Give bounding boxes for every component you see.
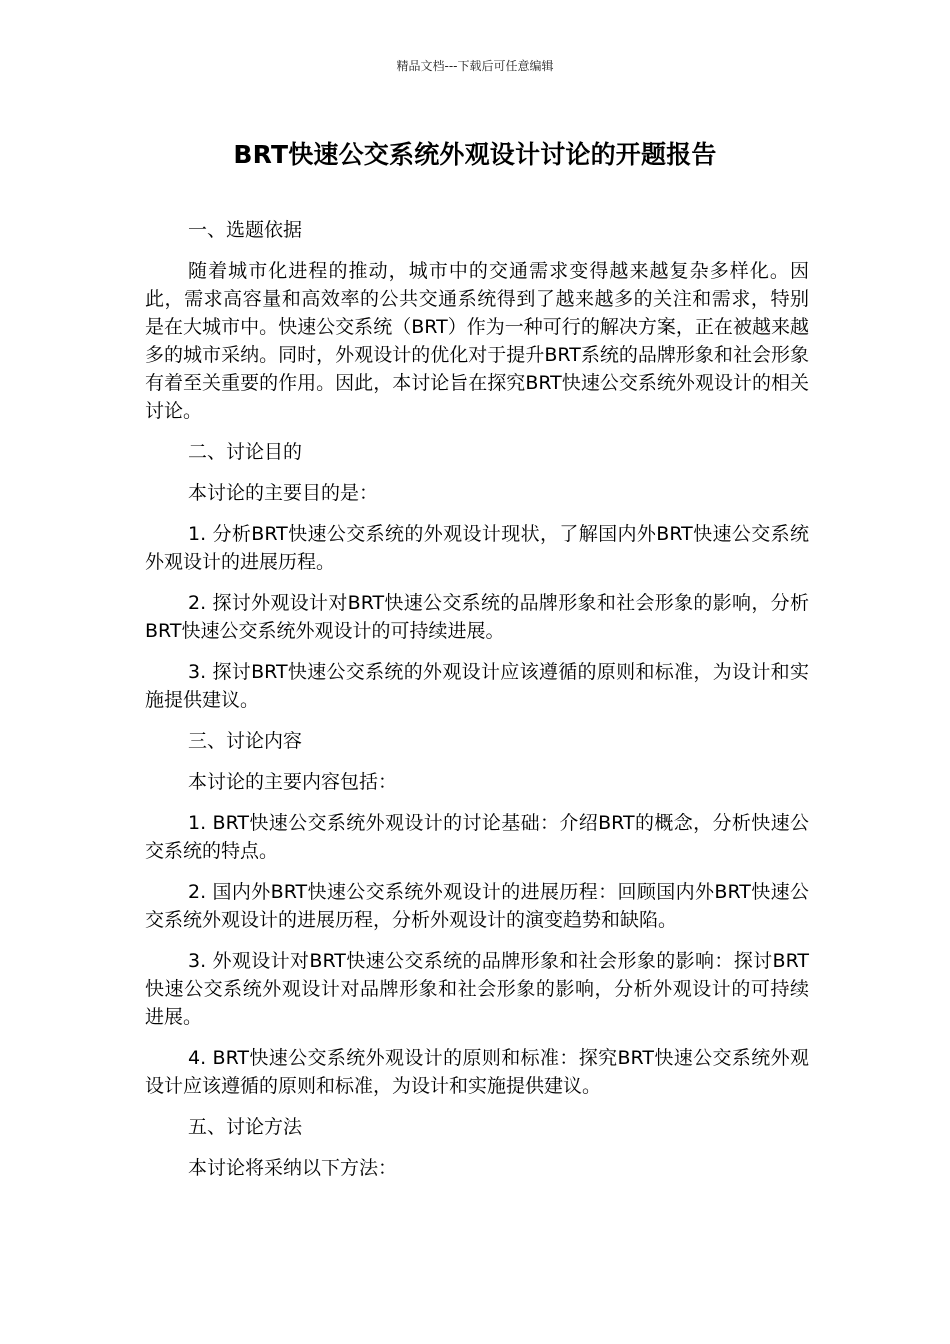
content-item-1: 1. BRT快速公交系统外观设计的讨论基础：介绍BRT的概念，分析快速公交系统的特点。	[145, 812, 809, 862]
paragraph-basis: 随着城市化进程的推动，城市中的交通需求变得越来越复杂多样化。因此，需求高容量和高效率的公共交通系统得到了越来越多的关注和需求，特别是在大城市中。快速公交系统（BRT）作为一种可行的解决方案，正在被越来越多的城市采纳。同时，外观设计的优化对于提升BRT系统的品牌形象和社会形象有着至关重要的作用。因此，本讨论旨在探究BRT快速公交系统外观设计的相关讨论。	[145, 260, 809, 422]
section-heading-purpose: 二、讨论目的	[188, 441, 303, 463]
document-title: BRT快速公交系统外观设计讨论的开题报告	[233, 140, 717, 169]
content-item-4: 4. BRT快速公交系统外观设计的原则和标准：探究BRT快速公交系统外观设计应该遵循的原则和标准，为设计和实施提供建议。	[145, 1047, 809, 1097]
paragraph-method-intro: 本讨论将采纳以下方法：	[188, 1157, 398, 1179]
paragraph-content-intro: 本讨论的主要内容包括：	[188, 771, 398, 793]
section-heading-basis: 一、选题依据	[188, 219, 303, 241]
purpose-item-1: 1. 分析BRT快速公交系统的外观设计现状，了解国内外BRT快速公交系统外观设计的进展历程。	[145, 523, 809, 573]
content-item-2: 2. 国内外BRT快速公交系统外观设计的进展历程：回顾国内外BRT快速公交系统外观设计的进展历程，分析外观设计的演变趋势和缺陷。	[145, 881, 809, 931]
paragraph-purpose-intro: 本讨论的主要目的是：	[188, 482, 379, 504]
section-heading-method: 五、讨论方法	[188, 1116, 303, 1138]
header-note: 精品文档---下载后可任意编辑	[396, 59, 554, 73]
purpose-item-3: 3. 探讨BRT快速公交系统的外观设计应该遵循的原则和标准，为设计和实施提供建议。	[145, 661, 809, 711]
content-item-3: 3. 外观设计对BRT快速公交系统的品牌形象和社会形象的影响：探讨BRT快速公交系统外观设计对品牌形象和社会形象的影响，分析外观设计的可持续进展。	[145, 950, 809, 1028]
section-heading-content: 三、讨论内容	[188, 730, 303, 752]
purpose-item-2: 2. 探讨外观设计对BRT快速公交系统的品牌形象和社会形象的影响，分析BRT快速公交系统外观设计的可持续进展。	[145, 592, 809, 642]
document-body	[145, 216, 809, 1195]
